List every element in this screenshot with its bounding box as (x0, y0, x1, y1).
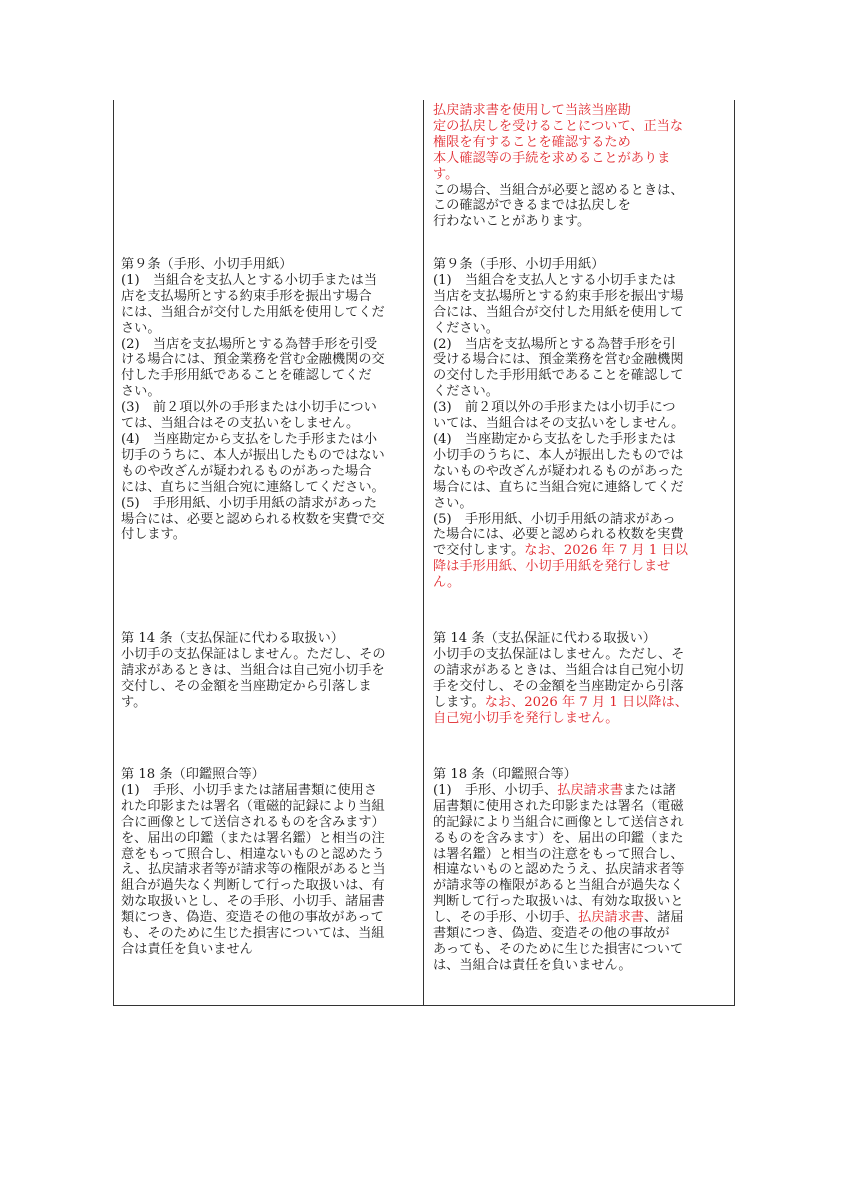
right-continuation-plain: この場合、当組合が必要と認めるときは、 この確認ができるまでは払戻しを 行わないことがあります。 (433, 182, 684, 230)
right-continuation-text (433, 103, 729, 230)
table-divider (423, 100, 424, 1006)
article-18-revised-text-a: 第 18 条（印鑑照合等） (1) 手形、小切手、 (433, 767, 577, 798)
article-9-revised-amendment: なお、2026 年 7 月 1 日以 降は手形用紙、小切手用紙を発行しませ ん。 (433, 543, 688, 591)
comparison-table (113, 100, 735, 1006)
table-border-left (113, 100, 114, 1006)
article-14-revised (433, 631, 729, 726)
article-18-revised-text-c: 、諸届 書類につき、偽造、変造その他の事故が あっても、そのために生じた損害について は、当組合は責任を負いません。 (433, 910, 684, 973)
article-18-current: 第 18 条（印鑑照合等） (1) 手形、小切手または諸届書類に使用さ れた印影または署名（電磁的記録により当組 合に画像として送信されるものを含みます） を、届出の印鑑（または署名鑑）と相当の注 意をもって照合し、相違ないものと認めたう え、払戻請求者等が請求等の権限があると当 組合が過失なく判断して行った取扱いは、有 効な取扱いとし、その手形、小切手、諸届書 類につき、偽造、変造その他の事故があって も、そのために生じた損害については、当組 合は責任を負いません (121, 767, 386, 957)
article-18-amendment-1: 払戻請求書 (557, 782, 624, 798)
table-border-right (734, 100, 735, 1006)
article-9-revised (433, 257, 729, 591)
table-border-bottom (113, 1005, 735, 1006)
article-9-revised-text: 第９条（手形、小切手用紙） (1) 当組合を支払人とする小切手または 当店を支払場所とする約束手形を振出す場 合には、当組合が交付した用紙を使用して ください。 (2) 当店を支払場所とする為替手形を引 受ける場合には、預金業務を営む金融機関 の交付した手形用紙であることを確認して ください。 (3) 前２項以外の手形または小切手につ いては、当組合はその支払いをしません。 (4) 当座勘定から支払をした手形または 小切手のうちに、本人が振出したものでは ないものや改ざんが疑われるものがあった 場合には、直ちに当組合宛に連絡してくだ さい。 (5) 手形用紙、小切手用紙の請求があっ た場合には、必要と認められる枚数を実費 で交付します。 (433, 257, 685, 559)
article-14-revised-amendment: なお、2026 年 7 月 1 日以降は、 自己宛小切手を発行しません。 (433, 694, 688, 726)
article-14-revised-text: 第 14 条（支払保証に代わる取扱い） 小切手の支払保証はしません。ただし、そ の請求があるときは、当組合は自己宛小切 手を交付し、その金額を当座勘定から引落 します。 (433, 631, 685, 710)
right-continuation-amended: 払戻請求書を使用して当該当座勘 定の払戻しを受けることについて、正当な 権限を有することを確認するため 本人確認等の手続を求めることがありま す。 (433, 103, 684, 182)
article-14-current: 第 14 条（支払保証に代わる取扱い） 小切手の支払保証はしません。ただし、その 請求があるときは、当組合は自己宛小切手を 交付し、その金額を当座勘定から引落しま す。 (121, 631, 386, 710)
article-18-revised (433, 767, 729, 974)
article-18-amendment-2: 払戻請求書 (578, 910, 644, 926)
article-18-revised-text-b: または諸 届書類に使用された印影または署名（電磁 的記録により当組合に画像として送信され るものを含みます）を、届出の印鑑（また は署名鑑）と相当の注意をもって照合し、 相違ないものと認めたうえ、払戻請求者等 が請求等の権限があると当組合が過失なく 判断して行った取扱いは、有効な取扱いと し、その手形、小切手、 (433, 782, 685, 926)
article-9-current: 第９条（手形、小切手用紙） (1) 当組合を支払人とする小切手または当 店を支払場所とする約束手形を振出す場合 には、当組合が交付した用紙を使用してくだ さい。 (2) 当店を支払場所とする為替手形を引受 ける場合には、預金業務を営む金融機関の交 付した手形用紙であることを確認してくだ さい。 (3) 前２項以外の手形または小切手につい ては、当組合はその支払いをしません。 (4) 当座勘定から支払をした手形または小 切手のうちに、本人が振出したものではない ものや改ざんが疑われるものがあった場合 には、直ちに当組合宛に連絡してください。 (5) 手形用紙、小切手用紙の請求があった 場合には、必要と認められる枚数を実費で交 付します。 (121, 257, 385, 543)
